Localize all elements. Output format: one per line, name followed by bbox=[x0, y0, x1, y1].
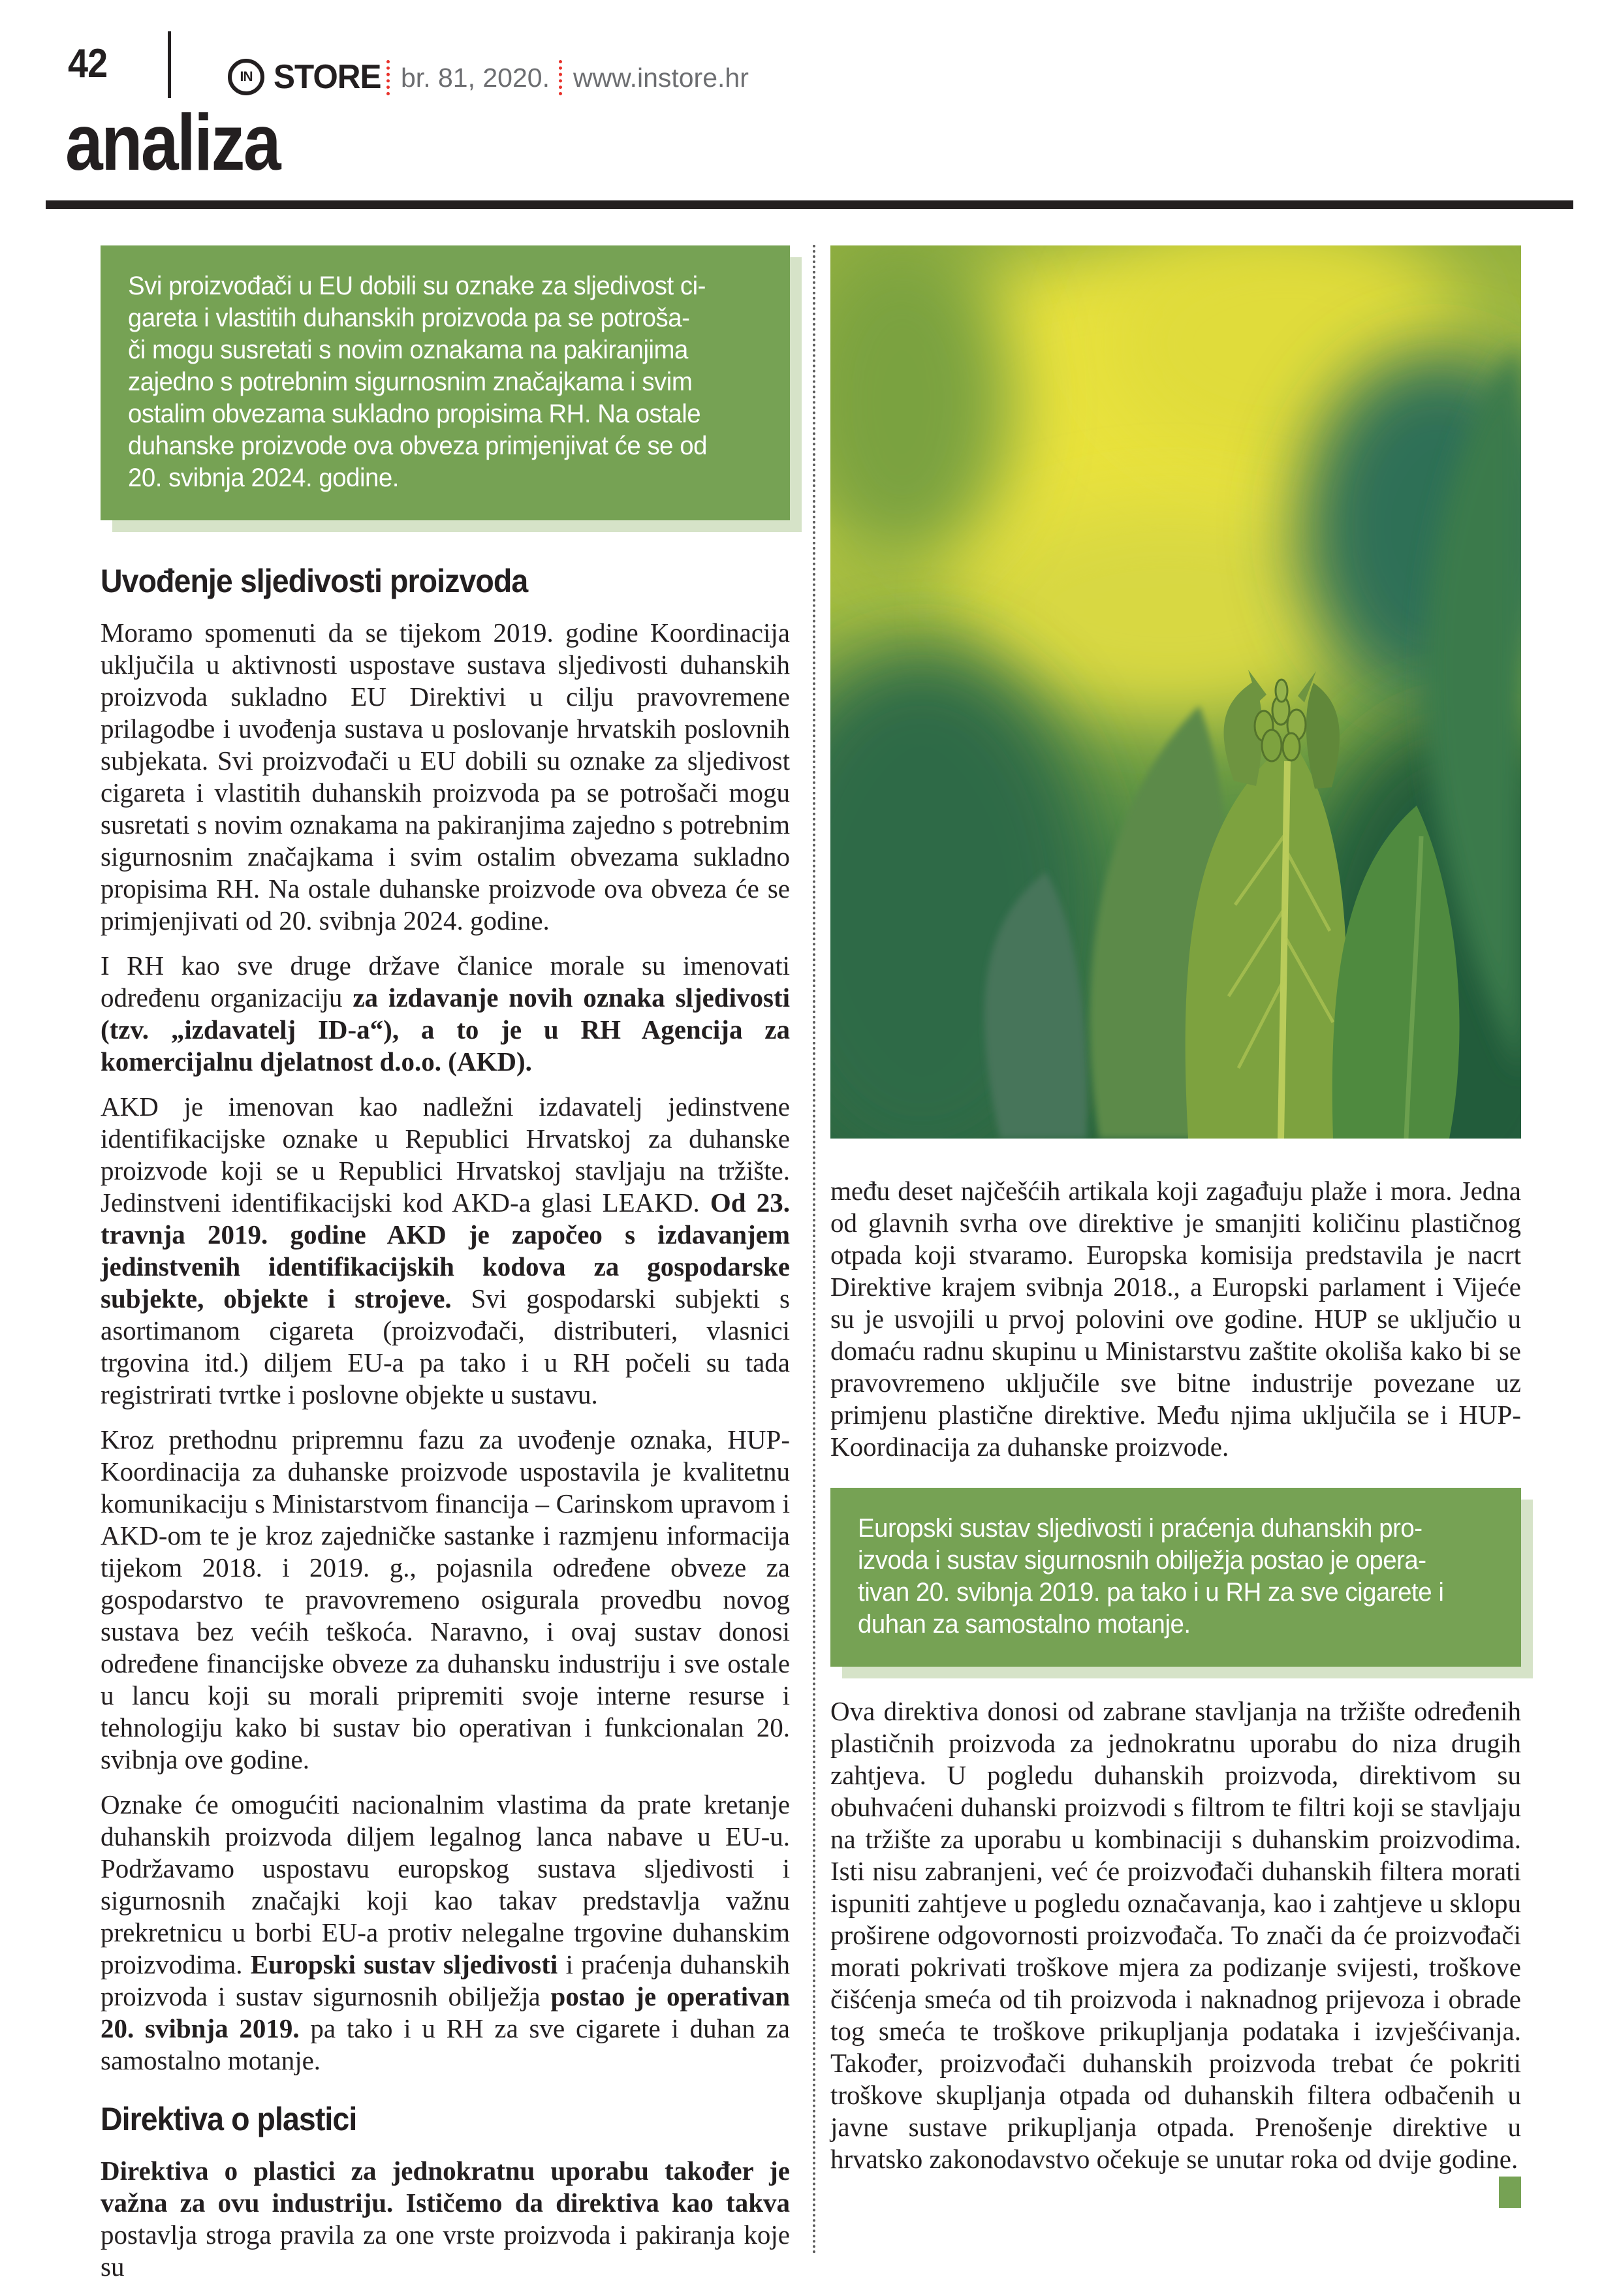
paragraph-text: Ova direktiva donosi od zabrane stavljanja na tržište određenih plastičnih proizvoda za jednokratnu uporabu do niza drugih zahtjeva. U pogledu duhanskih proizvoda, direktivom su obuhvaćeni duhanski proizvodi s filtrom te filtri koji se stavljaju na tržište za uporabu u kombinaciji s duhanskim proizvodima. Isti nisu zabranjeni, već će proizvođači duhanskih filtera morati ispuniti zahtjeve u pogledu označavanja, kao i zahtjeve u sklopu proširene odgovornosti proizvođača. To znači da će proizvođači morati pokrivati troškove mjera za podizanje svijesti, troškove čišćenja smeća od tih proizvoda i naknadnog prijevoza i obrade tog smeća te troškove prikupljanja podataka i izvješćivanja. Također, proizvođači duhanskih proizvoda trebat će pokriti troškove skupljanja otpada od duhanskih filtera odbačenih u javne sustave prikupljanja otpada. Prenošenje direktive u hrvatsko zakonodavstvo očekuje se unutar roka od dvije godine. bbox=[830, 1696, 1521, 2174]
red-dotted-separator bbox=[386, 60, 390, 95]
issue-label: br. 81, 2020. bbox=[401, 63, 550, 93]
page-number: 42 bbox=[68, 41, 108, 86]
lead-callout-box bbox=[101, 245, 790, 520]
instore-logo-wordmark: STORE bbox=[274, 58, 381, 96]
title-rule bbox=[46, 200, 1573, 209]
red-dotted-separator bbox=[559, 60, 562, 95]
paragraph: Direktiva o plastici za jednokratnu uporabu također je važna za ovu industriju. Ističemo da direktiva kao takva postavlja stroga pravila za one vrste proizvoda i pakiranja koje su bbox=[101, 2156, 790, 2282]
instore-logo bbox=[228, 57, 386, 97]
paragraph: Moramo spomenuti da se tijekom 2019. godine Koordinacija uključila u aktivnosti uspostave sustava sljedivosti duhanskih proizvoda sukladno EU Direktivi u cilju pravovremene prilagodbe i uvođenja sustava u poslovanje hrvatskih poslovnih subjekata. Svi proizvođači u EU dobili su oznake za sljedivost cigareta i vlastitih duhanskih proizvoda pa se potrošači mogu susretati s novim oznakama na pakiranjima zajedno s potrebnim sigurnosnim značajkama i svim ostalim obvezama sukladno propisima RH. Na ostale duhanske proizvode ova obveza će se primjenjivati od 20. svibnja 2024. godine. bbox=[101, 618, 790, 936]
paragraph: I RH kao sve druge države članice morale su imenovati određenu organizaciju za izdavanje novih oznaka sljedivosti (tzv. „izdavatelj ID-a“), a to je u RH Agencija za komercijalnu djelatnost d.o.o. (AKD). bbox=[101, 951, 790, 1077]
paragraph: Oznake će omogućiti nacionalnim vlastima da prate kretanje duhanskih proizvoda diljem legalnog lanca nabave u EU-u. Podržavamo uspostavu europskog sustava sljedivosti i sigurnosnih značajki koji kao takav predstavlja važnu prekretnicu u borbi EU-a protiv nelegalne trgovine duhanskim proizvodima. Europski sustav sljedivosti i praćenja duhanskih proizvoda i sustav sigurnosnih obilježja postao je operativan 20. svibnja 2019. pa tako i u RH za sve cigarete i duhan za samostalno motanje. bbox=[101, 1789, 790, 2075]
left-column bbox=[101, 245, 790, 2296]
paragraph: među deset najčešćih artikala koji zagađuju plaže i mora. Jedna od glavnih svrha ove direktive je smanjiti količinu plastičnog otpada koji stvaramo. Europska komisija predstavila je nacrt Direktive krajem svibnja 2018., a Europski parlament i Vijeće su je usvojili u prvoj polovini ove godine. HUP se uključio u domaću radnu skupinu u Ministarstvu zaštite okoliša kako bi se pravovremeno uključile sve bitne industrije povezane uz primjenu plastične direktive. Među njima uključila se i HUP-Koordinacija za duhanske proizvode. bbox=[830, 1176, 1521, 1462]
tobacco-plant-photo bbox=[830, 245, 1521, 1139]
paragraph: AKD je imenovan kao nadležni izdavatelj jedinstvene identifikacijske oznake u Republici Hrvatskoj za duhanske proizvode koji se u Republici Hrvatskoj stavljaju na tržište. Jedinstveni identifikacijski kod AKD-a glasi LEAKD. Od 23. travnja 2019. godine AKD je započeo s izdavanjem jedinstvenih identifikacijskih kodova za gospodarske subjekte, objekte i strojeve. Svi gospodarski subjekti s asortimanom cigareta (proizvođači, distributeri, vlasnici trgovina itd.) diljem EU-a pa tako i u RH počeli su tada registrirati tvrtke i poslovne objekte u sustavu. bbox=[101, 1092, 790, 1409]
paragraph bbox=[830, 1695, 1521, 2175]
lead-callout-text: Svi proizvođači u EU dobili su oznake za sljedivost ci- gareta i vlastitih duhanskih proizvoda pa se potroša- či mogu susretati s novim oznakama na pakiranjima zajedno s potrebnim sigurnosnim značajkama i svim ostalim obvezama sukladno propisima RH. Na ostale duhanske proizvode ova obveza primjenjivat će se od 20. svibnja 2024. godine. bbox=[128, 272, 707, 492]
heading-uvodjenje-sljedivosti: Uvođenje sljedivosti proizvoda bbox=[101, 563, 528, 599]
section-title: analiza bbox=[65, 98, 279, 187]
instore-logo-icon: IN bbox=[228, 59, 264, 95]
right-column bbox=[830, 245, 1521, 2208]
heading-direktiva-o-plastici: Direktiva o plastici bbox=[101, 2101, 357, 2137]
quote-callout-box bbox=[830, 1488, 1521, 1667]
website-label: www.instore.hr bbox=[573, 63, 749, 93]
column-divider bbox=[813, 245, 815, 2256]
paragraph: Kroz prethodnu pripremnu fazu za uvođenje oznaka, HUP-Koordinacija za duhanske proizvode uspostavila je kvalitetnu komunikaciju s Ministarstvom financija – Carinskom upravom i AKD-om te je kroz zajedničke sastanke i razmjenu informacija tijekom 2018. i 2019. g., pojasnila određene obveze za gospodarstvo te pravovremeno osigurala provedbu novog sustava bez većih teškoća. Naravno, i ovaj sustav donosi određene financijske obveze za duhansku industriju i sve ostale u lancu koji su morali pripremiti svoje interne resurse i tehnologiju kako bi sustav bio operativan i funkcionalan 20. svibnja ove godine. bbox=[101, 1424, 790, 1774]
article-end-marker bbox=[1499, 2177, 1521, 2208]
header-divider-line bbox=[168, 31, 171, 98]
quote-callout-text: Europski sustav sljedivosti i praćenja duhanskih pro- izvoda i sustav sigurnosnih obilježja postao je opera- tivan 20. svibnja 2019. pa tako i u RH za sve cigarete i duhan za samostalno motanje. bbox=[858, 1514, 1444, 1639]
